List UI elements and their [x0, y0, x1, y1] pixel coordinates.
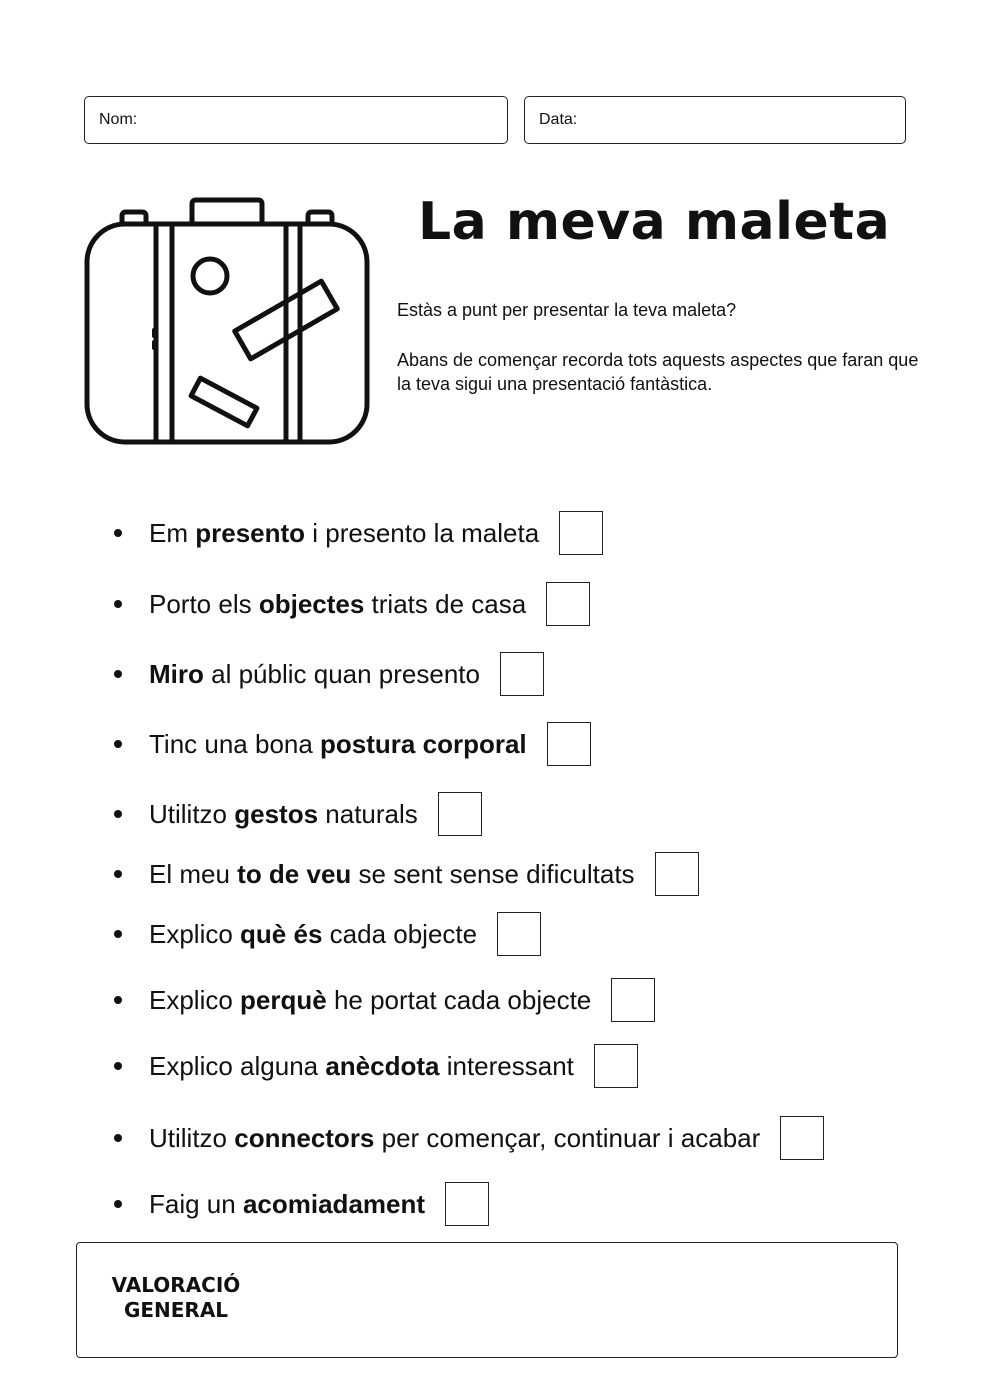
bullet [114, 670, 122, 678]
bullet [114, 930, 122, 938]
checkbox[interactable] [546, 582, 590, 626]
checklist-item-text: Explico alguna anècdota interessant [149, 1050, 574, 1081]
valoracio-box[interactable] [76, 1242, 898, 1358]
checkbox[interactable] [594, 1044, 638, 1088]
checklist-item [114, 852, 699, 896]
checklist-item [114, 1044, 638, 1088]
checklist-item-text: Utilitzo connectors per començar, continuar i acabar [149, 1122, 761, 1153]
checkbox[interactable] [611, 978, 655, 1022]
checkbox[interactable] [445, 1182, 489, 1226]
bullet [114, 1062, 122, 1070]
bullet [114, 600, 122, 608]
page-title: La meva maleta [418, 192, 891, 252]
bullet [114, 740, 122, 748]
checklist-item [114, 912, 541, 956]
checklist-item [114, 722, 591, 766]
checklist-item [114, 792, 482, 836]
checkbox[interactable] [655, 852, 699, 896]
bullet [114, 870, 122, 878]
checkbox[interactable] [547, 722, 591, 766]
checklist-item-text: Porto els objectes triats de casa [149, 588, 527, 619]
checklist-item [114, 978, 655, 1022]
checklist-item-text: Em presento i presento la maleta [149, 517, 540, 548]
checklist-item [114, 1182, 489, 1226]
checkbox[interactable] [559, 511, 603, 555]
bullet [114, 1200, 122, 1208]
checklist-item-text: Explico què és cada objecte [149, 918, 478, 949]
checkbox[interactable] [438, 792, 482, 836]
bullet [114, 996, 122, 1004]
checklist-item-text: Utilitzo gestos naturals [149, 798, 418, 829]
checklist-item [114, 652, 544, 696]
name-label: Nom: [99, 111, 138, 128]
checklist-item [114, 582, 590, 626]
checklist-item-text: Tinc una bona postura corporal [149, 728, 527, 759]
checklist-item-text: El meu to de veu se sent sense dificultats [149, 858, 635, 889]
checkbox[interactable] [500, 652, 544, 696]
checklist-item-text: Explico perquè he portat cada objecte [149, 984, 592, 1015]
intro-instructions: Abans de començar recorda tots aquests aspectes que faran que la teva sigui una presentació fantàstica. [397, 350, 919, 394]
intro-question: Estàs a punt per presentar la teva maleta? [397, 300, 737, 320]
bullet [114, 1134, 122, 1142]
checklist-item-text: Miro al públic quan presento [149, 658, 480, 689]
date-field[interactable] [524, 96, 906, 144]
valoracio-label [101, 1273, 251, 1323]
checkbox[interactable] [780, 1116, 824, 1160]
bullet [114, 810, 122, 818]
bullet [114, 529, 122, 537]
valoracio-label-line1: VALORACIÓ [111, 1273, 241, 1297]
checkbox[interactable] [497, 912, 541, 956]
name-field[interactable] [84, 96, 508, 144]
suitcase-icon [84, 196, 370, 448]
checklist-item [114, 1116, 824, 1160]
valoracio-label-line2: GENERAL [123, 1298, 229, 1322]
checklist-item-text: Faig un acomiadament [149, 1188, 426, 1219]
checklist-item [114, 511, 603, 555]
date-label: Data: [539, 111, 578, 128]
intro-text [397, 298, 937, 422]
